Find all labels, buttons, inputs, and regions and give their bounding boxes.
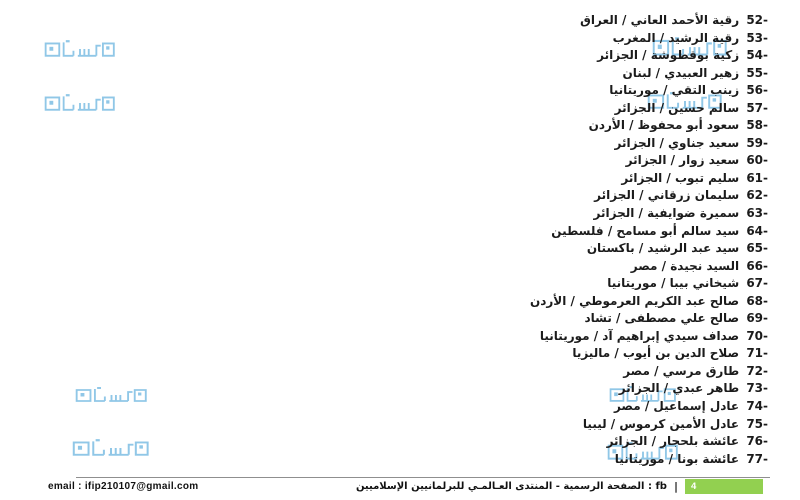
- item-number: 59-: [746, 135, 768, 150]
- list-item: [530, 433, 768, 451]
- list-item: [530, 30, 768, 48]
- item-text: شيخاني بيبا / موريتانيا: [607, 276, 744, 291]
- item-text: زهير العبيدي / لبنان: [622, 65, 744, 80]
- list-item: [530, 117, 768, 135]
- footer-facebook-section: [356, 479, 763, 494]
- list-item: [530, 363, 768, 381]
- watermark-logo-icon: [75, 386, 148, 403]
- item-number: 73-: [746, 381, 768, 396]
- item-number: 72-: [746, 363, 768, 378]
- item-number: 64-: [746, 223, 768, 238]
- item-number: 52-: [746, 13, 768, 27]
- list-item: [530, 205, 768, 223]
- item-number: 63-: [746, 206, 768, 221]
- item-number: 75-: [746, 416, 768, 431]
- facebook-page-caption: fb : الصفحة الرسمية - المنتدى العـالمـي للبرلمانيين الإسلاميين: [355, 481, 667, 492]
- item-text: زينب التقي / موريتانيا: [609, 83, 744, 98]
- item-number: 56-: [746, 83, 768, 98]
- page-number: 4: [691, 481, 697, 492]
- list-item: [530, 12, 768, 30]
- item-number: 69-: [746, 311, 768, 326]
- item-text: طارق مرسي / مصر: [623, 363, 744, 378]
- item-text: سليم تبوب / الجزائر: [621, 170, 744, 185]
- list-item: [530, 65, 768, 83]
- page-number-badge: [685, 479, 763, 494]
- participants-list: [530, 12, 768, 468]
- item-text: طاهر عبدي / الجزائر: [618, 381, 744, 396]
- item-number: 67-: [746, 276, 768, 291]
- item-text: صداف سيدي إبراهيم آد / موريتانيا: [539, 328, 744, 343]
- item-text: سعود أبو محفوظ / الأردن: [588, 118, 744, 133]
- item-number: 71-: [746, 346, 768, 361]
- item-number: 77-: [746, 451, 768, 466]
- watermark-logo-icon: [44, 39, 116, 58]
- item-text: سيد عبد الرشيد / باكستان: [586, 241, 744, 256]
- item-text: السيد نجيدة / مصر: [630, 258, 744, 273]
- item-number: 62-: [746, 188, 768, 203]
- item-text: سليمان زرقاني / الجزائر: [594, 188, 744, 203]
- list-item: [530, 170, 768, 188]
- item-number: 70-: [746, 328, 768, 343]
- list-item: [530, 47, 768, 65]
- list-item: [530, 152, 768, 170]
- item-text: رقية الأحمد العاني / العراق: [580, 13, 744, 27]
- item-number: 65-: [746, 241, 768, 256]
- item-number: 60-: [746, 153, 768, 168]
- list-item: [530, 310, 768, 328]
- list-item: [530, 328, 768, 346]
- footer-divider: [76, 477, 770, 478]
- item-text: سعيد زوار / الجزائر: [625, 153, 744, 168]
- contact-email: email : ifip210107@gmail.com: [48, 481, 199, 492]
- item-text: عائشة بونا / موريتانيا: [614, 451, 744, 466]
- watermark-logo-icon: [72, 438, 150, 457]
- item-text: عادل الأمين كرموس / ليبيا: [582, 416, 744, 431]
- item-text: رقية الرشيد / المغرب: [612, 30, 744, 45]
- list-item: [530, 275, 768, 293]
- item-number: 53-: [746, 30, 768, 45]
- item-text: صلاح الدين بن أيوب / ماليزيا: [572, 346, 744, 361]
- item-number: 76-: [746, 434, 768, 449]
- item-text: عائشة بلحجار / الجزائر: [606, 434, 744, 449]
- list-item: [530, 100, 768, 118]
- item-text: صالح عبد الكريم العرموطي / الأردن: [529, 293, 744, 308]
- list-item: [530, 258, 768, 276]
- list-item: [530, 398, 768, 416]
- item-number: 66-: [746, 258, 768, 273]
- list-item: [530, 82, 768, 100]
- item-text: زكية بوقطوشة / الجزائر: [597, 48, 744, 63]
- list-item: [530, 380, 768, 398]
- item-number: 61-: [746, 170, 768, 185]
- item-number: 55-: [746, 65, 768, 80]
- list-item: [530, 240, 768, 258]
- list-item: [530, 293, 768, 311]
- list-item: [530, 416, 768, 434]
- item-number: 57-: [746, 100, 768, 115]
- list-item: [530, 135, 768, 153]
- list-item: [530, 187, 768, 205]
- item-text: سميرة ضوايفية / الجزائر: [593, 206, 744, 221]
- item-text: سيد سالم أبو مسامح / فلسطين: [551, 223, 744, 238]
- item-text: سعيد جناوي / الجزائر: [614, 135, 744, 150]
- item-number: 54-: [746, 48, 768, 63]
- item-number: 68-: [746, 293, 768, 308]
- list-item: [530, 451, 768, 469]
- list-item: [530, 345, 768, 363]
- item-text: صالح علي مصطفى / تشاد: [584, 311, 744, 326]
- item-text: عادل إسماعيل / مصر: [613, 399, 744, 414]
- list-item: [530, 223, 768, 241]
- item-number: 58-: [746, 118, 768, 133]
- footer-separator: |: [673, 480, 678, 493]
- watermark-logo-icon: [44, 93, 116, 112]
- item-text: سالم حسين / الجزائر: [614, 100, 744, 115]
- item-number: 74-: [746, 399, 768, 414]
